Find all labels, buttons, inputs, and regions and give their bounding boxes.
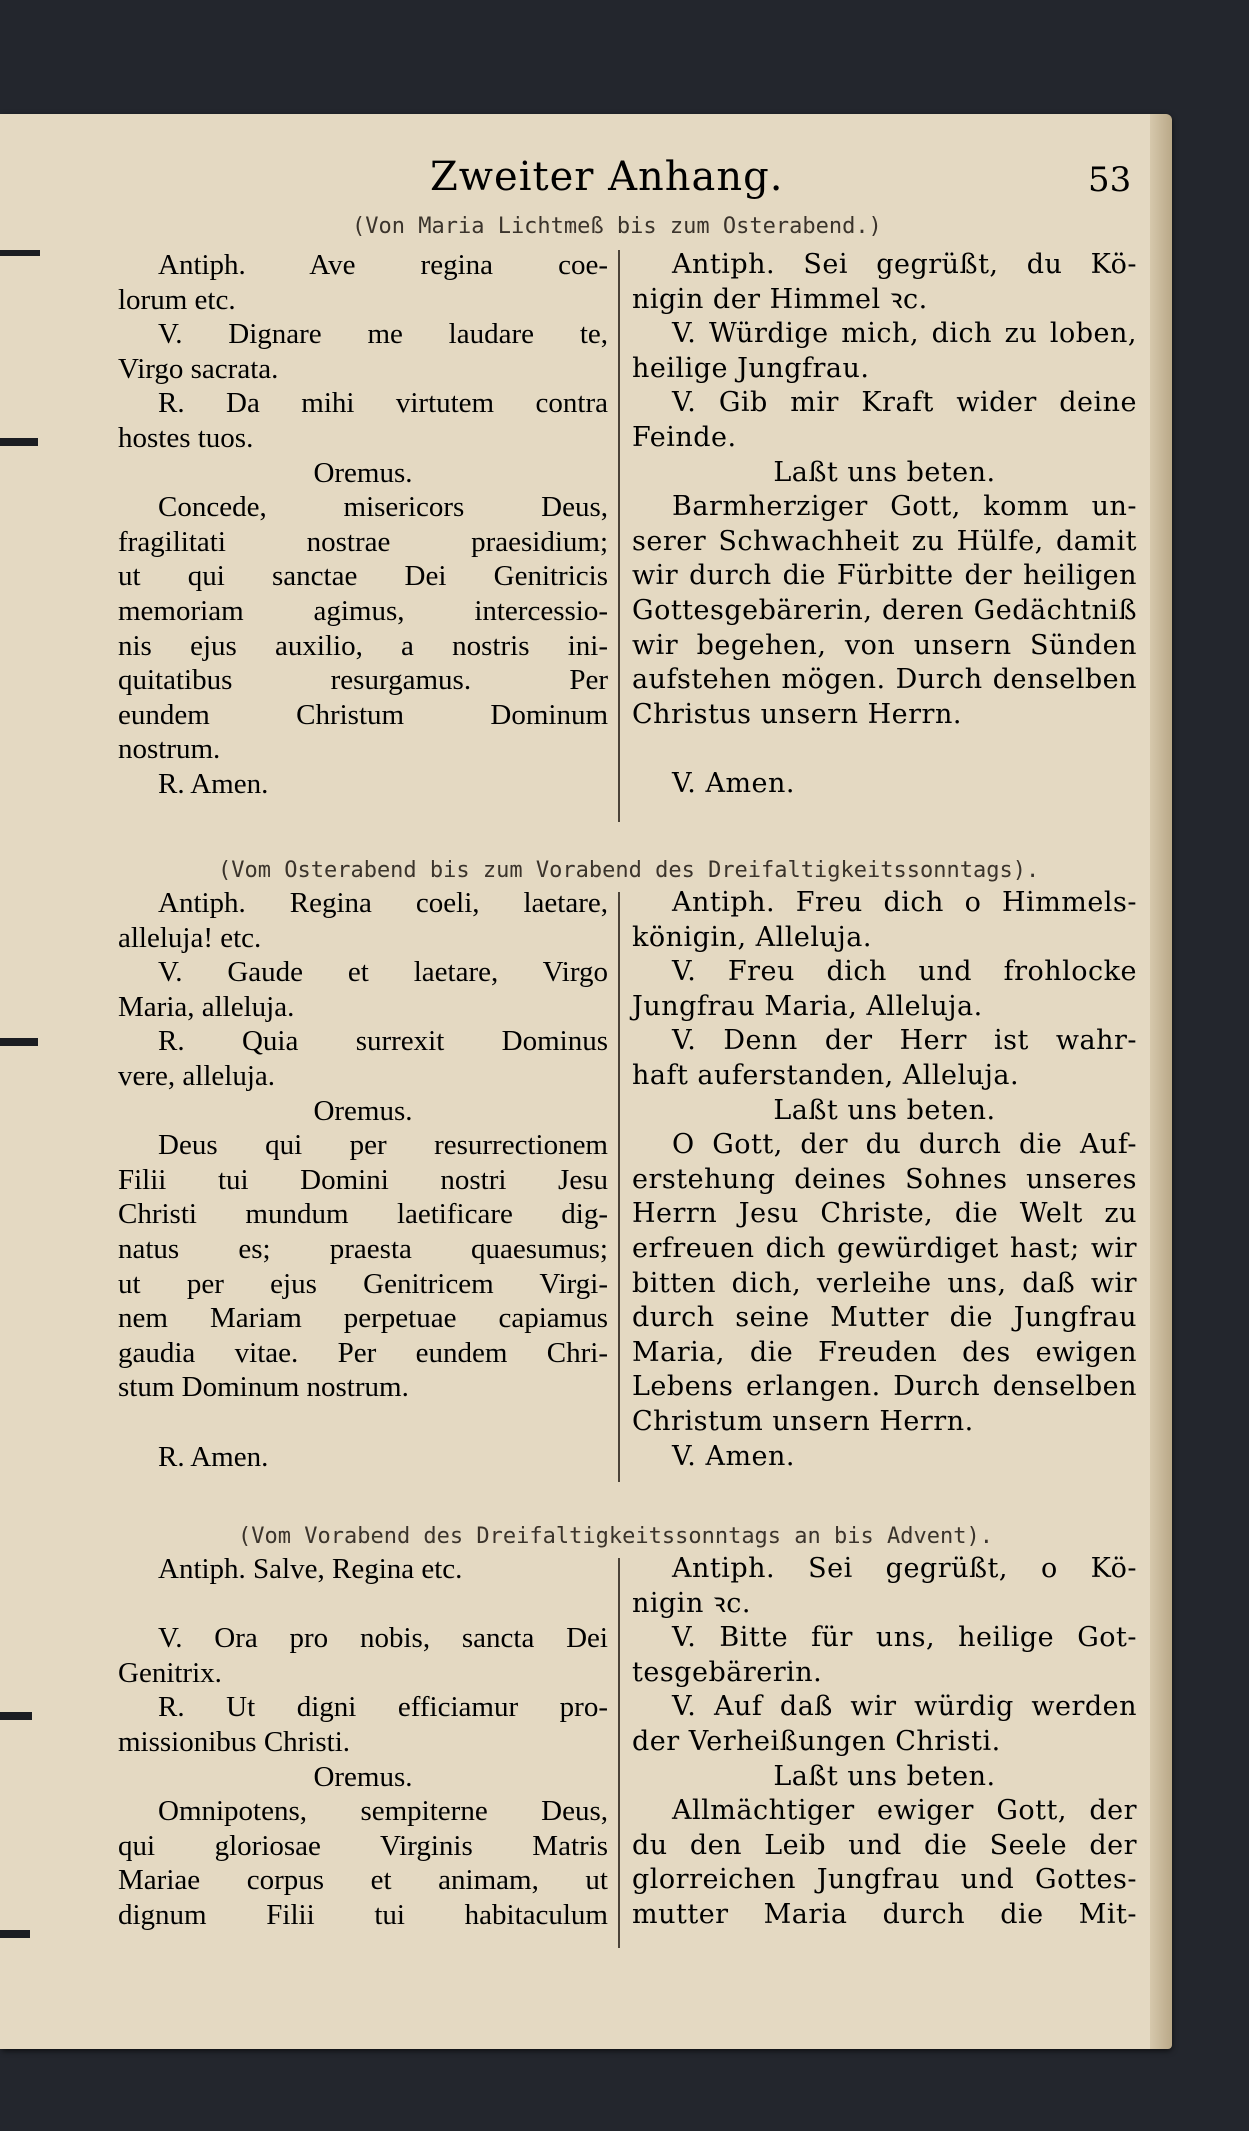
text-line: Deus qui per resurrectionem — [158, 1129, 608, 1162]
text-line: gaudia vitae. Per eundem Chri- — [118, 1336, 608, 1369]
text-line: Antiph. Ave regina coe- — [158, 249, 608, 281]
text-line: Christi mundum laetificare dig- — [118, 1198, 608, 1231]
text-line: tesgebärerin. — [632, 1656, 823, 1688]
text-line: Omnipotens, sempiterne Deus, — [158, 1795, 608, 1828]
text-line: durch seine Mutter die Jungfrau — [632, 1302, 1137, 1334]
column-divider — [618, 1558, 620, 1948]
text-line: R. Amen. — [158, 1440, 269, 1473]
text-line: wir begehen, von unsern Sünden — [632, 629, 1137, 661]
text-line: ut qui sanctae Dei Genitricis — [118, 560, 608, 593]
text-line: du den Leib und die Seele der — [632, 1829, 1137, 1861]
text-line: R. Ut digni efficiamur pro- — [158, 1691, 608, 1724]
text-line: Antiph. Regina coeli, laetare, — [158, 887, 608, 919]
text-line: eundem Christum Dominum — [118, 698, 608, 731]
text-line: Antiph. Freu dich o Himmels- — [672, 887, 1137, 918]
text-line: erstehung deines Sohnes unseres — [632, 1163, 1137, 1195]
column-divider — [618, 892, 620, 1482]
text-line: Oremus. — [313, 1094, 413, 1127]
text-line: bitten dich, verleihe uns, daß wir — [632, 1267, 1137, 1299]
text-line: V. Freu dich und frohlocke — [672, 956, 1137, 988]
text-line: mutter Maria durch die Mit- — [632, 1898, 1137, 1930]
text-line: der Verheißungen Christi. — [632, 1725, 1001, 1757]
text-line: Genitrix. — [118, 1656, 222, 1689]
text-line: Oremus. — [313, 1760, 413, 1793]
text-line: Maria, die Freuden des ewigen — [632, 1336, 1137, 1368]
text-line: nigin ꝛc. — [632, 1587, 751, 1619]
text-line: Gottesgebärerin, deren Gedächtniß — [632, 594, 1137, 626]
text-line: Oremus. — [313, 456, 413, 489]
text-line: qui gloriosae Virginis Matris — [118, 1829, 608, 1862]
latin-column — [118, 1552, 608, 1933]
text-line: Maria, alleluja. — [118, 990, 295, 1023]
text-line: V. Amen. — [672, 1440, 795, 1472]
text-line: serer Schwachheit zu Hülfe, damit — [632, 525, 1137, 557]
column-divider — [618, 250, 620, 822]
text-line: nem Mariam perpetuae capiamus — [118, 1302, 608, 1335]
text-line: glorreichen Jungfrau und Gottes- — [632, 1864, 1137, 1896]
text-line: Barmherziger Gott, komm un- — [672, 491, 1137, 523]
text-line: Mariae corpus et animam, ut — [118, 1864, 608, 1897]
german-column — [632, 886, 1137, 1474]
binding-mark — [0, 250, 40, 256]
text-line: dignum Filii tui habitaculum — [118, 1898, 608, 1931]
page-title: Zweiter Anhang. — [430, 154, 784, 200]
text-line: V. Gib mir Kraft wider deine — [672, 387, 1137, 419]
page-number: 53 — [1088, 160, 1132, 200]
text-line: Antiph. Sei gegrüßt, du Kö- — [672, 249, 1137, 280]
text-line: V. Dignare me laudare te, — [158, 318, 608, 351]
section-note: (Von Maria Lichtmeß bis zum Osterabend.) — [352, 214, 882, 239]
german-column — [632, 1552, 1137, 1933]
latin-column — [118, 248, 608, 802]
text-line: haft auferstanden, Alleluja. — [632, 1059, 1020, 1091]
text-line: ut per ejus Genitricem Virgi- — [118, 1267, 608, 1300]
text-line: nostrum. — [118, 733, 221, 766]
text-line: Jungfrau Maria, Alleluja. — [632, 990, 983, 1022]
text-line: Christus unsern Herrn. — [632, 698, 962, 730]
text-line: V. Auf daß wir würdig werden — [672, 1691, 1137, 1723]
text-line: O Gott, der du durch die Auf- — [672, 1129, 1137, 1161]
text-line: Antiph. Salve, Regina etc. — [158, 1553, 463, 1585]
text-line: nigin der Himmel ꝛc. — [632, 283, 928, 315]
text-line — [118, 1405, 608, 1440]
text-line: V. Amen. — [672, 767, 795, 799]
text-line: Laßt uns beten. — [773, 456, 996, 488]
text-line: Concede, misericors Deus, — [158, 491, 608, 524]
binding-mark — [0, 1038, 38, 1046]
binding-mark — [0, 438, 38, 446]
text-line: fragilitati nostrae praesidium; — [118, 525, 608, 558]
text-line: wir durch die Fürbitte der heiligen — [632, 560, 1137, 592]
text-line: Virgo sacrata. — [118, 352, 279, 385]
text-line: V. Denn der Herr ist wahr- — [672, 1025, 1137, 1057]
text-line: memoriam agimus, intercessio- — [118, 594, 608, 627]
text-line: R. Amen. — [158, 767, 269, 800]
text-line: V. Bitte für uns, heilige Got- — [672, 1622, 1137, 1654]
section-note: (Vom Osterabend bis zum Vorabend des Dreifaltigkeitssonntags). — [218, 858, 1040, 883]
text-line: Christum unsern Herrn. — [632, 1405, 974, 1437]
text-line: quitatibus resurgamus. Per — [118, 664, 608, 697]
text-line: Filii tui Domini nostri Jesu — [118, 1163, 608, 1196]
text-line: Laßt uns beten. — [773, 1094, 996, 1126]
text-line: erfreuen dich gewürdiget hast; wir — [632, 1232, 1137, 1264]
text-line: alleluja! etc. — [118, 921, 262, 954]
text-line: V. Ora pro nobis, sancta Dei — [158, 1622, 608, 1655]
binding-mark — [0, 1712, 32, 1720]
text-line: aufstehen mögen. Durch denselben — [632, 664, 1137, 696]
binding-mark — [0, 1930, 30, 1938]
text-line: Feinde. — [632, 421, 737, 453]
text-line: natus es; praesta quaesumus; — [118, 1232, 608, 1265]
text-line: königin, Alleluja. — [632, 921, 872, 953]
text-line: heilige Jungfrau. — [632, 352, 870, 384]
text-line: Herrn Jesu Christe, die Welt zu — [632, 1198, 1137, 1230]
latin-column — [118, 886, 608, 1474]
german-column — [632, 248, 1137, 802]
text-line: V. Würdige mich, dich zu loben, — [672, 318, 1137, 350]
section-note: (Vom Vorabend des Dreifaltigkeitssonntags an bis Advent). — [238, 1524, 993, 1549]
text-line: hostes tuos. — [118, 421, 254, 454]
page-edge — [1150, 114, 1172, 2049]
text-line: Antiph. Sei gegrüßt, o Kö- — [672, 1553, 1137, 1584]
text-line: Lebens erlangen. Durch denselben — [632, 1371, 1137, 1403]
text-line: stum Dominum nostrum. — [118, 1371, 409, 1404]
text-line: missionibus Christi. — [118, 1725, 351, 1758]
text-line — [118, 1587, 608, 1622]
text-line: vere, alleluja. — [118, 1059, 275, 1092]
text-line: R. Quia surrexit Dominus — [158, 1025, 608, 1058]
text-line — [632, 732, 1137, 767]
text-line: R. Da mihi virtutem contra — [158, 387, 608, 420]
text-line: Laßt uns beten. — [773, 1760, 996, 1792]
text-line: nis ejus auxilio, a nostris ini- — [118, 629, 608, 662]
text-line: lorum etc. — [118, 283, 236, 316]
text-line: Allmächtiger ewiger Gott, der — [672, 1795, 1137, 1827]
text-line: V. Gaude et laetare, Virgo — [158, 956, 608, 989]
